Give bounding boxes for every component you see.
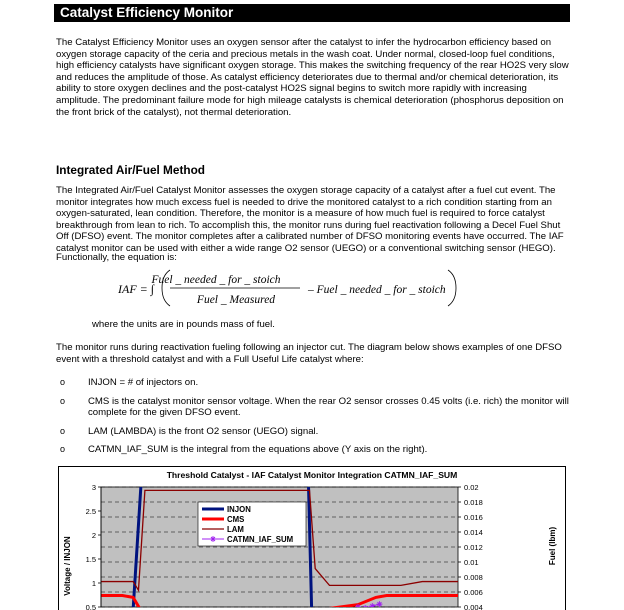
section-title-bar: [54, 4, 570, 22]
bullet-glyph: o: [60, 444, 65, 456]
y2-tick-label: 0.018: [464, 498, 483, 507]
intro-paragraph: The Catalyst Efficiency Monitor uses an oxygen sensor after the catalyst to infer the hydrocarbon efficiency based on oxygen storage capacity of the ceria and precious metals in the wash coat. Under normal, closed-loop fuel conditions, high efficiency catalysts have significant oxygen storage. This makes the switching frequency of the rear HO2S very slow and reduces the amplitude of those. As catalyst efficiency deteriorates due to thermal and/or chemical deterioration, its ability to store oxygen declines and the post-catalyst HO2S signal begins to switch more rapidly with increasing amplitude. The predominant failure mode for high mileage catalysts is chemical deterioration (phosphorus deposition on the front brick of the catalyst), not thermal deterioration.: [56, 37, 570, 118]
bullet-glyph: o: [60, 396, 65, 408]
chart-title: Threshold Catalyst - IAF Catalyst Monitor Integration CATMN_IAF_SUM: [167, 470, 458, 480]
y-tick-label: 2: [92, 531, 96, 540]
units-text: where the units are in pounds mass of fuel.: [92, 319, 562, 331]
iaf-equation: [118, 266, 478, 310]
section-heading: Integrated Air/Fuel Method: [56, 163, 205, 177]
bullet-glyph: o: [60, 377, 65, 389]
y-tick-label: 1: [92, 579, 96, 588]
paren-right: [448, 270, 456, 306]
definition-list: [56, 377, 570, 463]
y-tick-label: 2.5: [86, 507, 96, 516]
y-tick-label: 3: [92, 483, 96, 492]
y2-tick-label: 0.016: [464, 513, 483, 522]
equation-svg: [118, 266, 478, 310]
dfso-paragraph: The monitor runs during reactivation fueling following an injector cut. The diagram below shows examples of one DFSO event with a threshold catalyst and with a Full Useful Life catalyst where:: [56, 342, 570, 365]
legend-label: INJON: [227, 505, 251, 514]
y2-tick-label: 0.014: [464, 528, 483, 537]
equation-tail: – Fuel _ needed _ for _ stoich: [307, 284, 446, 296]
y2-tick-label: 0.004: [464, 603, 483, 610]
legend-label: LAM: [227, 525, 244, 534]
iaf-paragraph: The Integrated Air/Fuel Catalyst Monitor assesses the oxygen storage capacity of a catalyst after a fuel cut event. The monitor integrates how much excess fuel is needed to drive the monitored catalyst to a rich condition starting from an oxygen-saturated, lean condition. Therefore, the monitor is a measure of how much fuel is required to force catalyst breakthrough from lean to rich. To accomplish this, the monitor runs during fuel reactivation following a Decel Fuel Shut Off (DFSO) event. The monitor completes after a calibrated number of DFSO monitoring events have occurred. The IAF catalyst monitor can be used with either a wide range O2 sensor (UEGO) or a conventional switching sensor (HEGO).: [56, 185, 570, 255]
bullet-glyph: o: [60, 426, 65, 438]
equation-lhs: IAF = ∫: [117, 282, 155, 296]
list-item: o INJON = # of injectors on.: [56, 377, 570, 389]
list-item: o CMS is the catalyst monitor sensor voltage. When the rear O2 sensor crosses 0.45 volts (i.e. rich) the monitor will complete for the given DFSO event.: [56, 396, 570, 419]
list-item: o LAM (LAMBDA) is the front O2 sensor (UEGO) signal.: [56, 426, 570, 438]
functionally-text: Functionally, the equation is:: [56, 252, 570, 264]
y2-tick-label: 0.02: [464, 483, 479, 492]
y2-axis-label: Fuel (lbm): [548, 527, 557, 566]
y-axis-label: Voltage / INJON: [63, 536, 72, 596]
chart-legend: [198, 502, 306, 546]
section-title: Catalyst Efficiency Monitor: [60, 5, 233, 20]
y2-tick-label: 0.012: [464, 543, 483, 552]
y2-tick-label: 0.008: [464, 573, 483, 582]
y-tick-label: 0.5: [86, 603, 96, 610]
chart-svg: [58, 466, 566, 605]
y2-tick-label: 0.006: [464, 588, 483, 597]
y-tick-label: 1.5: [86, 555, 96, 564]
legend-label: CATMN_IAF_SUM: [227, 535, 293, 544]
y2-tick-label: 0.01: [464, 558, 479, 567]
list-item: o CATMN_IAF_SUM is the integral from the equations above (Y axis on the right).: [56, 444, 570, 456]
legend-label: CMS: [227, 515, 244, 524]
iaf-chart: [58, 466, 566, 605]
equation-denominator: Fuel _ Measured: [196, 294, 275, 306]
equation-numerator: Fuel _ needed _ for _ stoich: [150, 274, 280, 286]
